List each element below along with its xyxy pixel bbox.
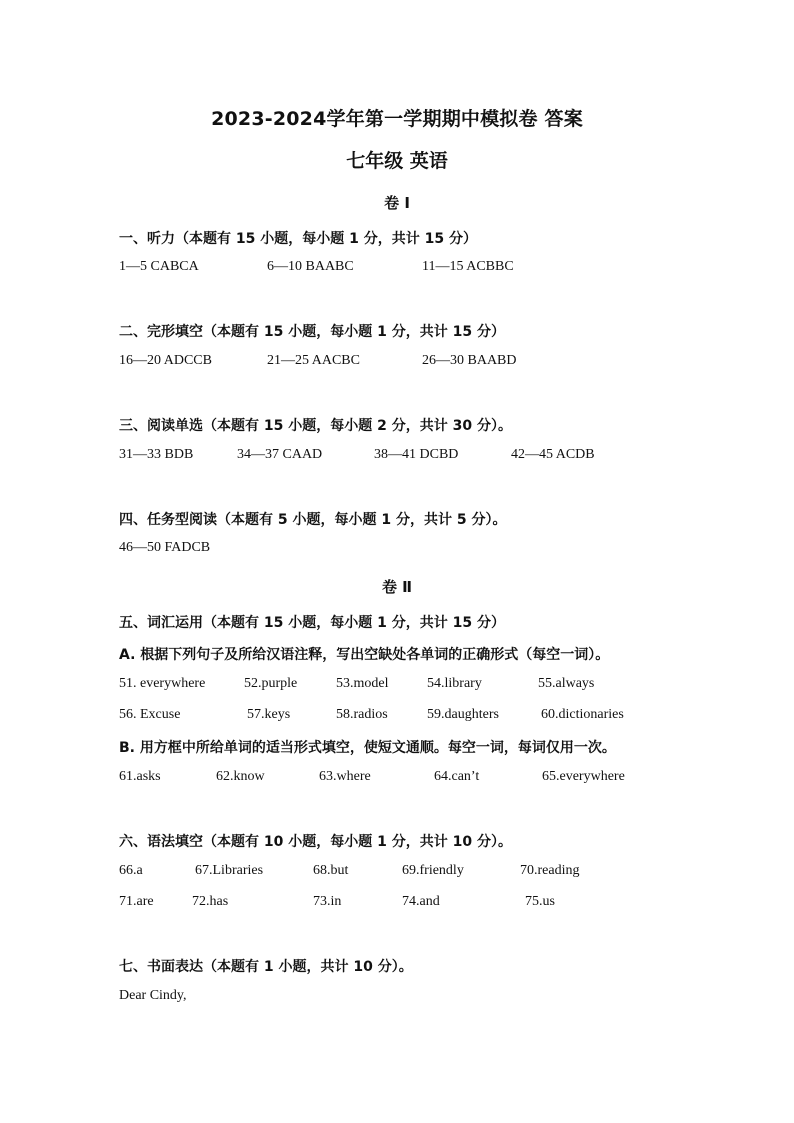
part-a-instruction: A. 根据下列句子及所给汉语注释，写出空缺处各单词的正确形式（每空一词）。 xyxy=(119,647,610,663)
volume-two-heading: 卷 Ⅱ xyxy=(381,578,413,596)
answer-row xyxy=(0,540,794,562)
answer-item: 16—20 ADCCB xyxy=(119,353,212,368)
answer-item: 66.a xyxy=(119,863,143,878)
section-heading-cloze: 二、完形填空（本题有 15 小题，每小题 1 分，共计 15 分） xyxy=(119,324,505,340)
answer-row xyxy=(0,863,794,885)
answer-item: 54.library xyxy=(427,676,482,691)
section-heading-grammar: 六、语法填空（本题有 10 小题，每小题 1 分，共计 10 分）。 xyxy=(119,834,512,850)
answer-item: 64.can’t xyxy=(434,769,480,784)
answer-item: 72.has xyxy=(192,894,229,909)
answer-item: 42—45 ACDB xyxy=(511,447,595,462)
answer-item: 46—50 FADCB xyxy=(119,540,211,555)
answer-item: 67.Libraries xyxy=(195,863,264,878)
answer-item: 31—33 BDB xyxy=(119,447,194,462)
answer-item: 57.keys xyxy=(247,707,291,722)
section-heading-vocabulary: 五、词汇运用（本题有 15 小题，每小题 1 分，共计 15 分） xyxy=(119,615,505,631)
answer-item: 11—15 ACBBC xyxy=(422,259,514,274)
page-subtitle: 七年级 英语 xyxy=(346,150,448,172)
answer-item: 75.us xyxy=(525,894,555,909)
part-b-instruction: B. 用方框中所给单词的适当形式填空，使短文通顺。每空一词，每词仅用一次。 xyxy=(119,740,616,756)
section-heading-task-reading: 四、任务型阅读（本题有 5 小题，每小题 1 分，共计 5 分）。 xyxy=(119,512,507,528)
answer-row xyxy=(0,447,794,469)
section-heading-reading: 三、阅读单选（本题有 15 小题，每小题 2 分，共计 30 分）。 xyxy=(119,418,512,434)
answer-item: 38—41 DCBD xyxy=(374,447,459,462)
answer-item: 62.know xyxy=(216,769,265,784)
answer-item: 6—10 BAABC xyxy=(267,259,354,274)
page-title: 2023-2024学年第一学期期中模拟卷 答案 xyxy=(211,108,583,130)
answer-item: 69.friendly xyxy=(402,863,464,878)
answer-item: 58.radios xyxy=(336,707,388,722)
answer-item: 65.everywhere xyxy=(542,769,625,784)
answer-row xyxy=(0,259,794,281)
answer-item: 71.are xyxy=(119,894,154,909)
answer-item: 60.dictionaries xyxy=(541,707,624,722)
answer-item: 55.always xyxy=(538,676,595,691)
answer-item: 61.asks xyxy=(119,769,161,784)
answer-item: 59.daughters xyxy=(427,707,499,722)
answer-item: 52.purple xyxy=(244,676,298,691)
answer-item: 53.model xyxy=(336,676,389,691)
answer-row xyxy=(0,769,794,791)
section-heading-listening: 一、听力（本题有 15 小题，每小题 1 分，共计 15 分） xyxy=(119,231,477,247)
answer-item: 51. everywhere xyxy=(119,676,206,691)
answer-item: 63.where xyxy=(319,769,371,784)
answer-item: 1—5 CABCA xyxy=(119,259,199,274)
answer-item: 68.but xyxy=(313,863,349,878)
answer-item: 21—25 AACBC xyxy=(267,353,360,368)
volume-one-heading: 卷 I xyxy=(384,194,410,212)
answer-row xyxy=(0,894,794,916)
answer-row xyxy=(0,707,794,729)
answer-item: 34—37 CAAD xyxy=(237,447,323,462)
section-heading-writing: 七、书面表达（本题有 1 小题，共计 10 分）。 xyxy=(119,959,413,975)
answer-row xyxy=(0,353,794,375)
answer-item: 73.in xyxy=(313,894,342,909)
answer-item: 26—30 BAABD xyxy=(422,353,517,368)
letter-salutation: Dear Cindy, xyxy=(119,988,187,1003)
answer-item: 74.and xyxy=(402,894,440,909)
answer-item: 70.reading xyxy=(520,863,580,878)
answer-row xyxy=(0,676,794,698)
answer-item: 56. Excuse xyxy=(119,707,181,722)
